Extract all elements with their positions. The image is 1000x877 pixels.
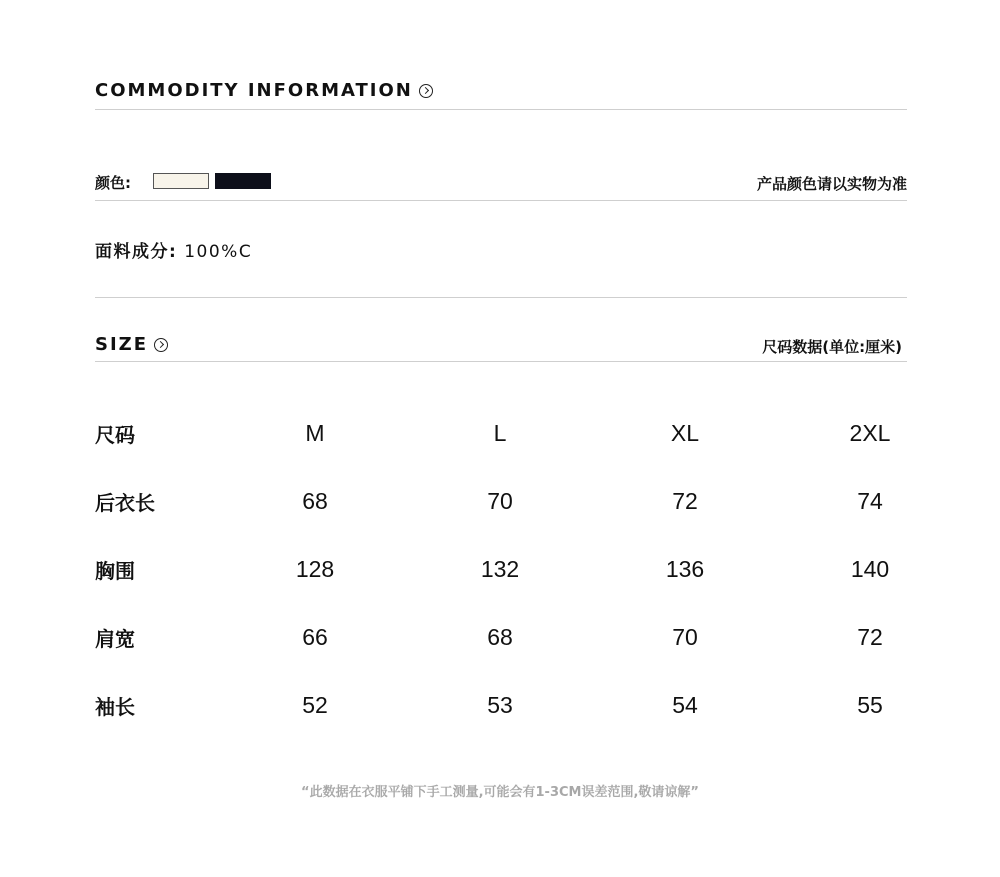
size-cell: 55 (857, 692, 883, 718)
size-title-text: SIZE (95, 334, 149, 355)
size-cell: 70 (672, 624, 698, 650)
size-section-title (95, 334, 168, 355)
size-cell: 140 (850, 556, 890, 582)
size-row-label: 后衣长 (95, 491, 155, 515)
size-divider (95, 361, 907, 362)
size-header-row (95, 400, 907, 468)
color-label: 颜色: (95, 174, 131, 192)
size-header-cell: XL (670, 420, 700, 446)
size-unit-note: 尺码数据(单位:厘米) (762, 338, 902, 356)
size-cell: 70 (487, 488, 513, 514)
color-swatch-black (215, 173, 271, 189)
size-cell: 128 (295, 556, 335, 582)
chevron-right-circle-icon (154, 338, 168, 352)
fabric-divider (95, 297, 907, 298)
size-cell: 53 (487, 692, 513, 718)
size-cell: 72 (672, 488, 698, 514)
size-row-label: 胸围 (95, 559, 135, 583)
size-row-shoulder (95, 604, 907, 672)
fabric-composition (95, 237, 252, 262)
commodity-section-title (95, 80, 433, 101)
size-header-cell: 2XL (849, 420, 891, 446)
color-divider (95, 200, 907, 201)
fabric-label: 面料成分: (95, 242, 178, 262)
size-row-sleeve (95, 672, 907, 740)
fabric-value: 100%C (184, 242, 253, 262)
size-cell: 132 (480, 556, 520, 582)
size-cell: 136 (665, 556, 705, 582)
size-row-label: 袖长 (95, 695, 135, 719)
size-row-chest (95, 536, 907, 604)
size-cell: 54 (672, 692, 698, 718)
size-row-back-length (95, 468, 907, 536)
color-swatch-cream (153, 173, 209, 189)
size-header-label: 尺码 (95, 423, 135, 447)
size-header-cell: L (493, 420, 507, 446)
size-header-cell: M (305, 420, 325, 446)
size-cell: 66 (302, 624, 328, 650)
size-cell: 68 (487, 624, 513, 650)
chevron-right-circle-icon (419, 84, 433, 98)
commodity-title-text: COMMODITY INFORMATION (95, 80, 413, 101)
size-cell: 52 (302, 692, 328, 718)
size-cell: 72 (857, 624, 883, 650)
commodity-divider (95, 109, 907, 110)
color-disclaimer: 产品颜色请以实物为准 (756, 175, 907, 193)
measurement-footnote: “此数据在衣服平铺下手工测量,可能会有1-3CM误差范围,敬请谅解” (301, 785, 699, 800)
size-cell: 74 (857, 488, 883, 514)
size-cell: 68 (302, 488, 328, 514)
size-row-label: 肩宽 (95, 627, 135, 651)
